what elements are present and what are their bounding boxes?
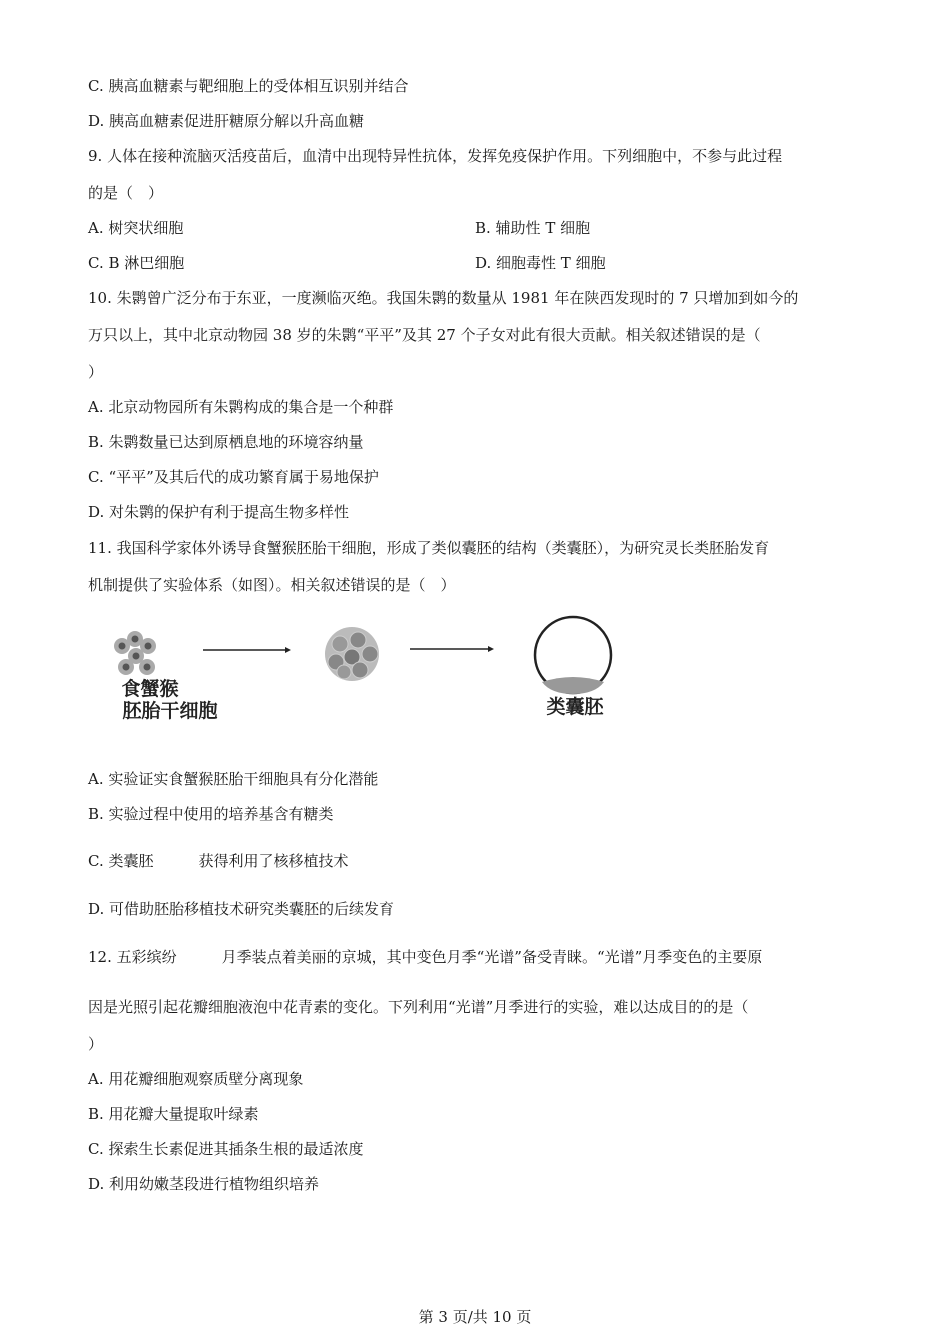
question-9-line1: 9. 人体在接种流脑灭活疫苗后，血清中出现特异性抗体，发挥免疫保护作用。下列细胞中，不参与此过程	[88, 147, 783, 165]
option-12a: A. 用花瓣细胞观察质壁分离现象	[88, 1070, 304, 1088]
question-11-line2: 机制提供了实验体系（如图）。相关叙述错误的是（ ）	[88, 576, 456, 594]
cell-cluster-icon	[325, 627, 379, 681]
option-11d: D. 可借助胚胎移植技术研究类囊胚的后续发育	[88, 900, 395, 918]
option-11b: B. 实验过程中使用的培养基含有糖类	[88, 805, 334, 823]
arrow-icon	[410, 646, 494, 652]
option-10a: A. 北京动物园所有朱鹮构成的集合是一个种群	[88, 398, 394, 416]
option-10d: D. 对朱鹮的保护有利于提高生物多样性	[88, 503, 350, 521]
question-9-line2: 的是（ ）	[88, 184, 164, 202]
blastoid-figure	[100, 612, 640, 736]
question-10-line3: ）	[88, 363, 104, 381]
stem-cells-icon	[114, 631, 156, 675]
question-12-line2: 因是光照引起花瓣细胞液泡中花青素的变化。下列利用“光谱”月季进行的实验，难以达成目的的是（	[88, 998, 749, 1016]
option-9c: C. B 淋巴细胞	[88, 254, 185, 272]
question-10-line1: 10. 朱鹮曾广泛分布于东亚，一度濒临灭绝。我国朱鹮的数量从 1981 年在陕西发现时的 7 只增加到如今的	[88, 289, 799, 307]
blastoid-icon	[535, 617, 611, 694]
question-11-line1: 11. 我国科学家体外诱导食蟹猴胚胎干细胞，形成了类似囊胚的结构（类囊胚），为研究灵长类胚胎发育	[88, 539, 770, 557]
option-9d: D. 细胞毒性 T 细胞	[475, 254, 606, 272]
option-8d: D. 胰高血糖素促进肝糖原分解以升高血糖	[88, 112, 365, 130]
question-12-line3: ）	[88, 1035, 104, 1053]
arrow-icon	[203, 647, 291, 653]
option-12b: B. 用花瓣大量提取叶绿素	[88, 1105, 259, 1123]
page-footer: 第 3 页/共 10 页	[418, 1308, 532, 1326]
figure-label-left-2: 胚胎干细胞	[122, 700, 218, 722]
option-11c: C. 类囊胚 获得利用了核移植技术	[88, 852, 349, 870]
option-12c: C. 探索生长素促进其插条生根的最适浓度	[88, 1140, 364, 1158]
option-10c: C. “平平”及其后代的成功繁育属于易地保护	[88, 468, 379, 486]
option-8c: C. 胰高血糖素与靶细胞上的受体相互识别并结合	[88, 77, 409, 95]
question-12-line1: 12. 五彩缤纷 月季装点着美丽的京城，其中变色月季“光谱”备受青睐。“光谱”月季变色的主要原	[88, 948, 763, 966]
option-9a: A. 树突状细胞	[88, 219, 184, 237]
figure-label-right: 类囊胚	[546, 696, 604, 718]
option-12d: D. 利用幼嫩茎段进行植物组织培养	[88, 1175, 320, 1193]
option-9b: B. 辅助性 T 细胞	[475, 219, 591, 237]
question-10-line2: 万只以上，其中北京动物园 38 岁的朱鹮“平平”及其 27 个子女对此有很大贡献。相关叙述错误的是（	[88, 326, 761, 344]
figure-label-left-1: 食蟹猴	[121, 678, 179, 700]
option-11a: A. 实验证实食蟹猴胚胎干细胞具有分化潜能	[88, 770, 379, 788]
option-10b: B. 朱鹮数量已达到原栖息地的环境容纳量	[88, 433, 364, 451]
